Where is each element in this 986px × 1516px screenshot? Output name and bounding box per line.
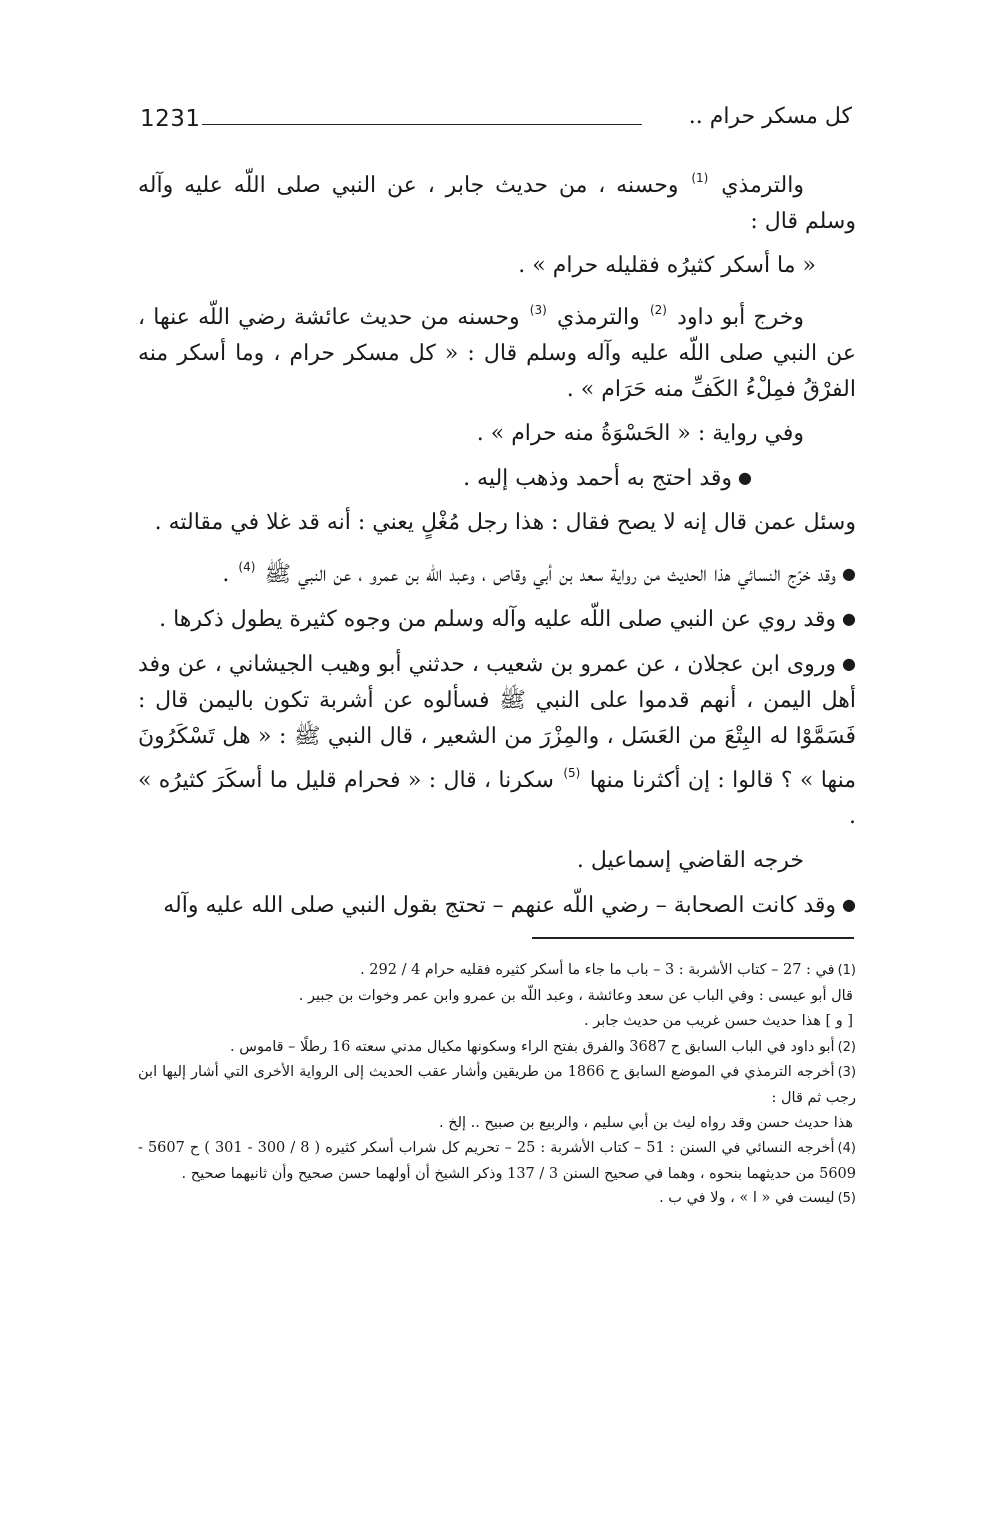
footnote-number: (1) bbox=[837, 963, 856, 978]
footnote-text: هذا حديث حسن وقد رواه ليث بن أبي سليم ، والربيع بن صبيح .. إلخ . bbox=[438, 1114, 853, 1131]
footnote-number: (5) bbox=[837, 1191, 856, 1207]
page-number: 1231 bbox=[140, 106, 201, 132]
footnote-ref-4: (4) bbox=[238, 560, 256, 574]
footnote-text: في : 27 – كتاب الأشربة : 3 – باب ما جاء ما أسكر كثيره فقليه حرام 4 / 292 . bbox=[360, 962, 835, 978]
footnote-separator bbox=[532, 937, 854, 939]
footnote bbox=[138, 1060, 856, 1110]
paragraph-text: وقد كانت الصحابة – رضي اللّه عنهم – تحتج بقول النبي صلى الله عليه وآله bbox=[163, 893, 837, 918]
paragraph-11 bbox=[138, 887, 856, 924]
paragraph-text: وقد احتج به أحمد وذهب إليه . bbox=[463, 466, 733, 491]
footnote-text: أخرجه الترمذي في الموضع السابق ح 1866 من طريقين وأشار عقب الحديث إلى الرواية الأخرى التي أشار إليها ابن رجب ثم قال : bbox=[138, 1064, 856, 1106]
paragraph-text: وقد خرّج النسائي هذا الحديث من رواية سعد بن أبي وقاص ، وعبد اللّه بن عمرو ، عن النبي ﷺ bbox=[264, 562, 837, 587]
footnote-number: (3) bbox=[837, 1065, 857, 1081]
footnote-ref-5: (5) bbox=[563, 766, 581, 780]
paragraph-4: وفي رواية : « الحَسْوَةُ منه حرام » . bbox=[476, 421, 804, 446]
footnote-text: أخرجه النسائي في السنن : 51 – كتاب الأشربة : 25 – تحريم كل شراب أسكر كثيره ( 8 / 300 - 301 ) ح 5607 - 5609 من حديثهما بنحوه ، وهما في صحيح السنن 3 / 137 وذكر الشيخ أن أولهما حسن صحيح وأن ثانيهما صحيح . bbox=[138, 1140, 856, 1182]
footnote bbox=[138, 1035, 856, 1061]
paragraph-text: . bbox=[222, 562, 230, 587]
paragraph-7 bbox=[138, 549, 856, 593]
paragraph-9 bbox=[138, 646, 856, 835]
footnote bbox=[138, 1009, 856, 1035]
footnote-text: ليست في « ا » ، ولا في ب . bbox=[659, 1190, 835, 1207]
bullet-icon: ● bbox=[842, 609, 856, 628]
footnote-number: (2) bbox=[837, 1039, 856, 1055]
footnote bbox=[138, 1111, 856, 1137]
footnote bbox=[138, 1186, 856, 1212]
bullet-icon: ● bbox=[842, 895, 856, 914]
footnote-ref-1: (1) bbox=[691, 171, 709, 185]
paragraph-6: وسئل عمن قال إنه لا يصح فقال : هذا رجل مُغْلٍ يعني : أنه قد غلا في مقالته . bbox=[154, 510, 856, 535]
bullet-icon: ● bbox=[738, 468, 752, 487]
footnotes bbox=[138, 958, 856, 1212]
paragraph-text: والترمذي bbox=[721, 173, 804, 198]
paragraph-text: وحسنه ، من حديث جابر ، عن النبي صلى اللّه عليه وآله وسلم قال : bbox=[138, 173, 856, 234]
paragraph-3 bbox=[138, 292, 856, 408]
paragraph-1 bbox=[138, 160, 856, 240]
footnote-text: أبو داود في الباب السابق ح 3687 والفرق بفتح الراء وسكونها مكيال مدني سعته 16 رطلًا – قاموس . bbox=[230, 1038, 835, 1055]
footnote-ref-3: (3) bbox=[529, 303, 547, 317]
running-title: كل مسكر حرام .. bbox=[688, 104, 852, 129]
footnote-number: (4) bbox=[837, 1141, 856, 1157]
bullet-icon: ● bbox=[842, 654, 856, 673]
footnote bbox=[138, 1136, 856, 1186]
running-header bbox=[140, 100, 854, 140]
paragraph-text: وقد روي عن النبي صلى اللّه عليه وآله وسلم من وجوه كثيرة يطول ذكرها . bbox=[159, 607, 837, 632]
paragraph-5 bbox=[138, 460, 856, 497]
paragraph-text: وروى ابن عجلان ، عن عمرو بن شعيب ، حدثني أبو وهيب الجيشاني ، عن وفد أهل اليمن ، أنهم قدموا على النبي ﷺ فسألوه عن أشربة تكون باليمن قال : فَسَمَّوْا له البِتْعَ من العَسَل ، والمِزْرَ من الشعير ، قال النبي ﷺ : « هل تَسْكَرُونَ منها » ؟ قالوا : إن أكثرنا منها bbox=[138, 652, 856, 793]
footnote bbox=[138, 984, 856, 1010]
paragraph-10: خرجه القاضي إسماعيل . bbox=[576, 848, 804, 873]
paragraph-text: سكرنا ، قال : « فحرام قليل ما أسكَرَ كثيرُه » . bbox=[138, 768, 856, 829]
bullet-icon: ● bbox=[842, 564, 856, 583]
paragraph-8 bbox=[138, 601, 856, 638]
paragraph-text: والترمذي bbox=[556, 305, 640, 330]
footnote-ref-2: (2) bbox=[649, 303, 667, 317]
paragraph-text: وحسنه من حديث عائشة رضي اللّه عنها ، عن النبي صلى اللّه عليه وآله وسلم قال : « كل مسكر حرام ، وما أسكر منه الفرْقُ فمِلْءُ الكَفِّ منه حَرَام » . bbox=[138, 305, 856, 402]
footnote-text: [ و ] هذا حديث حسن غريب من حديث جابر . bbox=[583, 1013, 853, 1030]
footnote-text: قال أبو عيسى : وفي الباب عن سعد وعائشة ، وعبد اللّه بن عمرو وابن عمر وخوات بن جبير . bbox=[298, 987, 853, 1004]
header-rule bbox=[202, 124, 642, 125]
paragraph-text: وخرج أبو داود bbox=[677, 305, 804, 330]
paragraph-2: « ما أسكر كثيرُه فقليله حرام » . bbox=[518, 253, 816, 278]
footnote bbox=[138, 958, 856, 984]
body-text bbox=[138, 160, 856, 932]
